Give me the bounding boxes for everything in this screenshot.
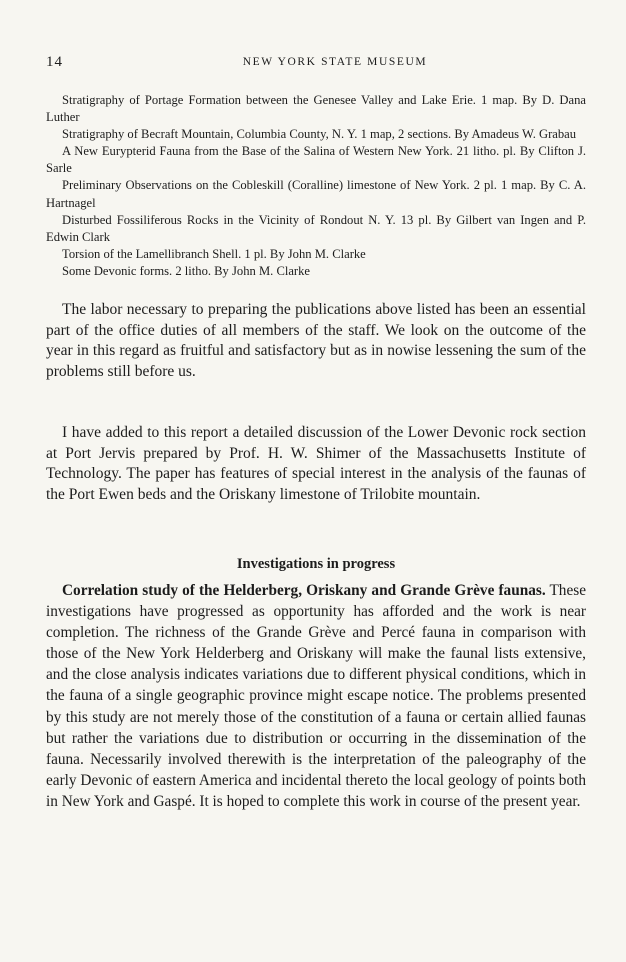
paragraph-text: The labor necessary to preparing the publications above listed has been an essential part of the office duties of all members of the staff. We look on the outcome of the year in this regard as fruitful and satisfactory but as in nowise lessening the sum of the problems still before us.: [46, 301, 586, 381]
publication-list: [46, 92, 586, 280]
paragraph-labor: [46, 300, 586, 383]
publication-entry: Stratigraphy of Portage Formation between the Genesee Valley and Lake Erie. 1 map. By D. Dana Luther: [46, 93, 586, 125]
run-in-title: Correlation study of the Helderberg, Oriskany and Grande Grève faunas.: [62, 582, 546, 599]
publication-entry: Preliminary Observations on the Cobleskill (Coralline) limestone of New York. 2 pl. 1 map. By C. A. Hartnagel: [46, 178, 586, 210]
publication-entry: Some Devonic forms. 2 litho. By John M. Clarke: [62, 263, 311, 278]
paragraph-correlation-study: [46, 580, 586, 812]
publication-entry: Disturbed Fossiliferous Rocks in the Vicinity of Rondout N. Y. 13 pl. By Gilbert van Ingen and P. Edwin Clark: [46, 212, 586, 244]
running-head: [46, 54, 586, 72]
paragraph-body: These investigations have progressed as opportunity has afforded and the work is near completion. The richness of the Grande Grève and Percé fauna in comparison with those of the New York Helderberg and Oriskany will make the faunal lists extensive, and the close analysis indicates variations due to different physical conditions, which in the fauna of a single geographic province might escape notice. The problems presented by this study are not merely those of the constitution of a fauna or certain allied faunas but rather the variations due to distribution or occurring in the dissemination of the fauna. Necessarily involved therewith is the interpretation of the paleography of the early Devonic of eastern America and incidental thereto the local geology of points both in New York and Gaspé. It is hoped to complete this work in course of the present year.: [46, 582, 586, 810]
running-title: NEW YORK STATE MUSEUM: [242, 56, 428, 68]
paragraph-text: [46, 580, 586, 812]
paragraph-shimer: [46, 423, 586, 506]
publication-entry: Stratigraphy of Becraft Mountain, Columbia County, N. Y. 1 map, 2 sections. By Amadeus W. Grabau: [62, 127, 577, 142]
publication-entry: Torsion of the Lamellibranch Shell. 1 pl. By John M. Clarke: [62, 246, 366, 261]
publication-entry: A New Eurypterid Fauna from the Base of the Salina of Western New York. 21 litho. pl. By Clifton J. Sarle: [46, 144, 586, 176]
paragraph-text: I have added to this report a detailed discussion of the Lower Devonic rock section at Port Jervis prepared by Prof. H. W. Shimer of the Massachusetts Institute of Technology. The paper has features of special interest in the analysis of the faunas of the Port Ewen beds and the Oriskany limestone of Trilobite mountain.: [46, 424, 586, 504]
page-number: 14: [46, 54, 63, 70]
section-heading: Investigations in progress: [236, 556, 396, 572]
